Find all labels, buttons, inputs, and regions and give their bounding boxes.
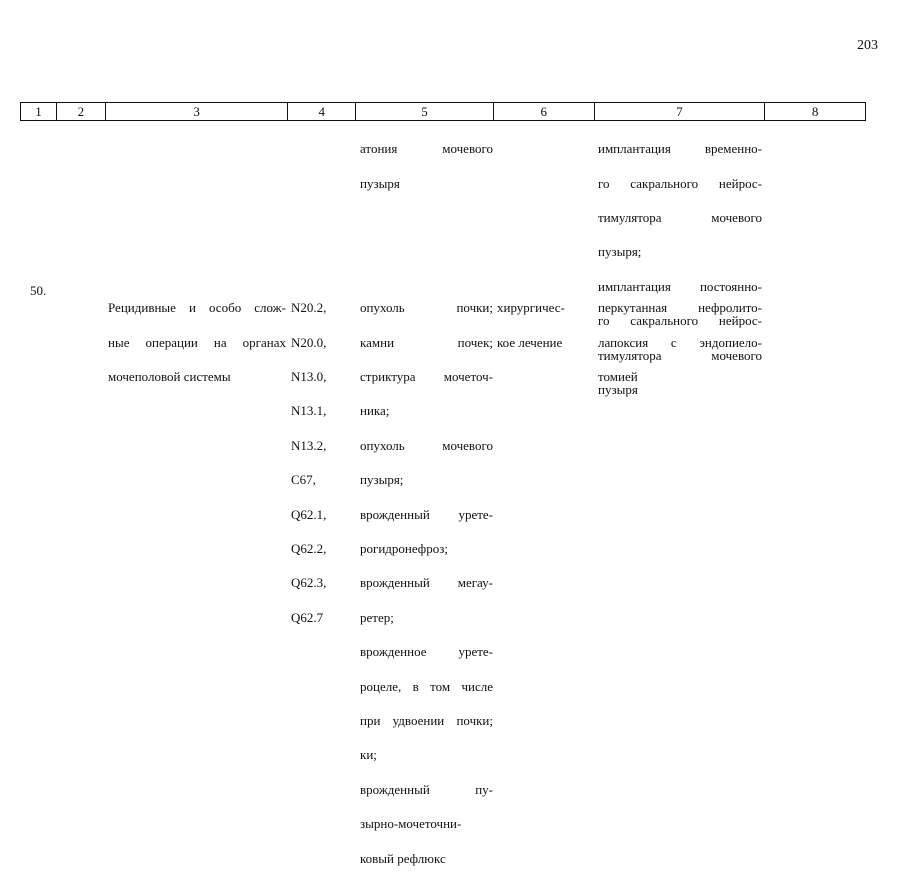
text-line: N13.0,	[291, 369, 327, 385]
row-model-cell	[360, 282, 493, 884]
text-line: N13.1,	[291, 403, 327, 419]
text-line: при удвоении почки;	[360, 713, 493, 729]
column-number-5: 5	[356, 103, 494, 120]
text-line: Q62.1,	[291, 506, 327, 522]
text-line: хирургичес-	[497, 300, 565, 316]
text-line: тимулятора мочевого	[598, 347, 762, 363]
continuation-model-cell	[360, 123, 493, 209]
text-line: врожденный мегау-	[360, 575, 493, 591]
row-codes-cell	[291, 282, 353, 643]
text-line: врожденное урете-	[360, 644, 493, 660]
text-line: Q62.3,	[291, 575, 327, 591]
text-line: N20.2,	[291, 300, 327, 316]
text-line: камни почек;	[360, 334, 493, 350]
text-line: Рецидивные и особо слож-	[108, 300, 286, 316]
text-line: томией	[598, 369, 638, 385]
text-line: мочеполовой системы	[108, 369, 231, 385]
text-line: рогидронефроз;	[360, 541, 448, 557]
column-number-7: 7	[595, 103, 766, 120]
page-number: 203	[857, 38, 878, 53]
text-line: ника;	[360, 403, 390, 419]
text-line: N20.0,	[291, 334, 327, 350]
table-header-row	[20, 102, 866, 121]
row-method-cell	[598, 282, 762, 402]
text-line: лапоксия с эндопиело-	[598, 334, 762, 350]
text-line: го сакрального нейрос-	[598, 313, 762, 329]
text-line: имплантация постоянно-	[598, 278, 762, 294]
text-line: ковый рефлюкс	[360, 850, 446, 866]
column-number-8: 8	[811, 104, 819, 119]
text-line: врожденный урете-	[360, 506, 493, 522]
text-line: опухоль почки;	[360, 300, 493, 316]
text-line: ки;	[360, 747, 377, 763]
text-line: тимулятора мочевого	[598, 210, 762, 226]
text-line: опухоль мочевого	[360, 437, 493, 453]
column-number-2: 2	[57, 103, 106, 120]
text-line: кое лечение	[497, 334, 563, 350]
text-line: пузыря;	[598, 244, 642, 260]
text-line: C67,	[291, 472, 316, 488]
column-number-3: 3	[106, 103, 289, 120]
column-number-4: 4	[288, 103, 356, 120]
row-number: 50.	[30, 283, 47, 298]
column-number-6: 6	[494, 103, 595, 120]
text-line: атония мочевого	[360, 141, 493, 157]
text-line: пузыря	[360, 175, 400, 191]
text-line: ретер;	[360, 609, 394, 625]
text-line: пузыря	[598, 382, 638, 398]
text-line: ные операции на органах	[108, 334, 286, 350]
row-name-cell	[108, 282, 286, 402]
text-line: пузыря;	[360, 472, 404, 488]
text-line: роцеле, в том числе	[360, 678, 493, 694]
text-line: N13.2,	[291, 437, 327, 453]
text-line: стриктура мочеточ-	[360, 369, 493, 385]
row-treatment-cell	[497, 282, 593, 368]
text-line: имплантация временно-	[598, 141, 762, 157]
text-line: Q62.7	[291, 609, 324, 625]
text-line: зырно-мочеточни-	[360, 816, 462, 832]
text-line: Q62.2,	[291, 541, 327, 557]
text-line: врожденный пу-	[360, 781, 493, 797]
text-line: перкутанная нефролито-	[598, 300, 762, 316]
text-line: го сакрального нейрос-	[598, 175, 762, 191]
column-number-1: 1	[21, 103, 57, 120]
